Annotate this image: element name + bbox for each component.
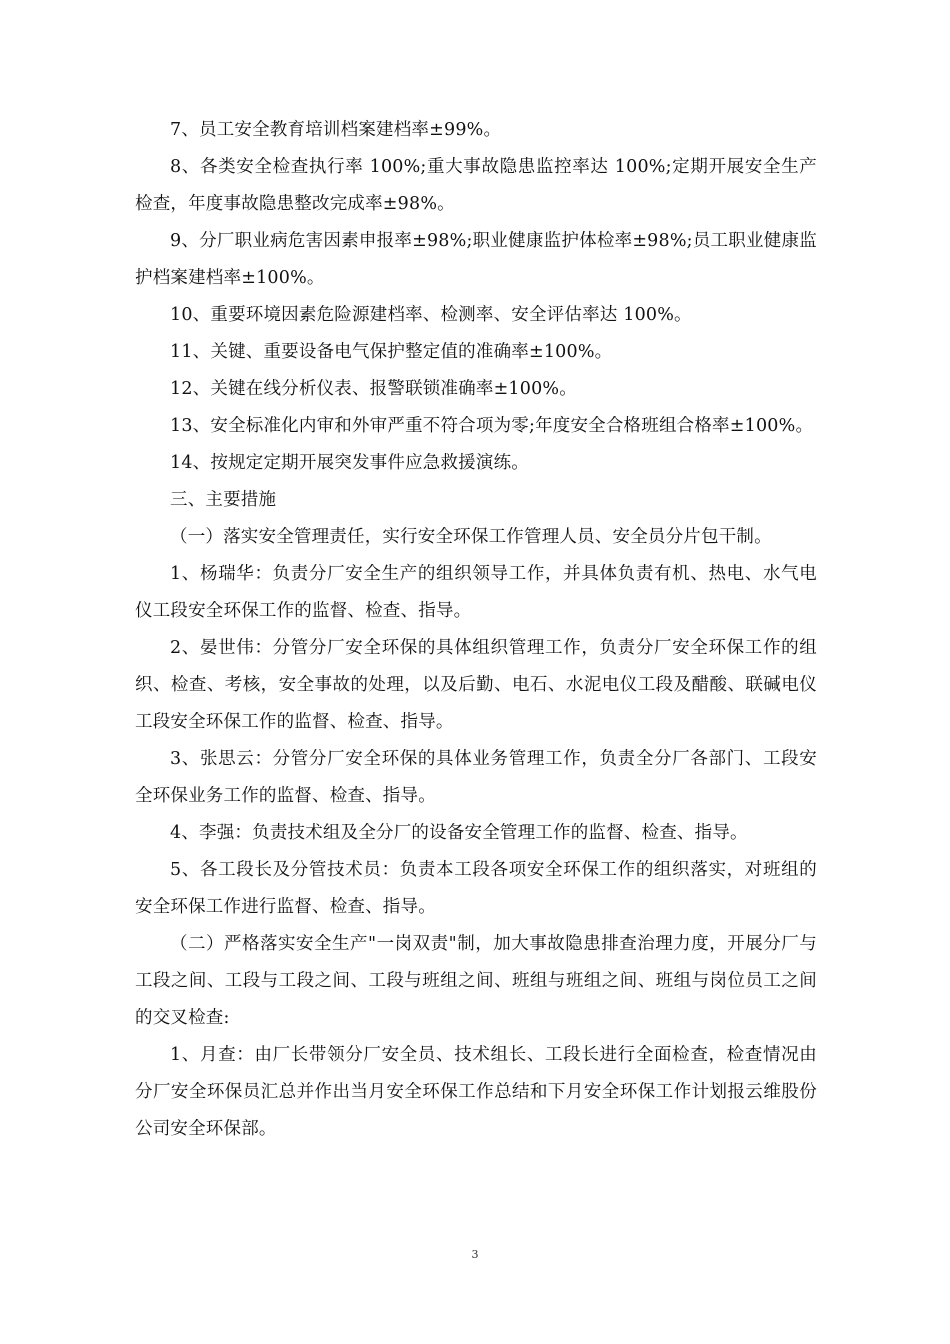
- responsibility-item-5: 5、各工段长及分管技术员：负责本工段各项安全环保工作的组织落实，对班组的安全环保工作进行监督、检查、指导。: [135, 860, 817, 917]
- paragraph-item-14: 14、按规定定期开展突发事件应急救援演练。: [170, 453, 529, 473]
- responsibility-item-4: 4、李强：负责技术组及全分厂的设备安全管理工作的监督、检查、指导。: [170, 823, 748, 843]
- responsibility-item-3: 3、张思云：分管分厂安全环保的具体业务管理工作，负责全分厂各部门、工段安全环保业务工作的监督、检查、指导。: [135, 749, 817, 806]
- section-heading-main-measures: 三、主要措施: [170, 490, 277, 510]
- inspection-item-1: 1、月查：由厂长带领分厂安全员、技术组长、工段长进行全面检查，检查情况由分厂安全环保员汇总并作出当月安全环保工作总结和下月安全环保工作计划报云维股份公司安全环保部。: [135, 1045, 817, 1139]
- paragraph-item-7: 7、员工安全教育培训档案建档率±99%。: [170, 120, 502, 140]
- subsection-heading-2: （二）严格落实安全生产"一岗双责"制，加大事故隐患排查治理力度，开展分厂与工段之间、工段与工段之间、工段与班组之间、班组与班组之间、班组与岗位员工之间的交叉检查:: [135, 934, 817, 1028]
- responsibility-item-2: 2、晏世伟：分管分厂安全环保的具体组织管理工作，负责分厂安全环保工作的组织、检查、考核，安全事故的处理，以及后勤、电石、水泥电仪工段及醋酸、联碱电仪工段安全环保工作的监督、检查、指导。: [135, 638, 817, 732]
- paragraph-item-11: 11、关键、重要设备电气保护整定值的准确率±100%。: [170, 342, 613, 362]
- paragraph-item-9: 9、分厂职业病危害因素申报率±98%;职业健康监护体检率±98%;员工职业健康监护档案建档率±100%。: [135, 231, 817, 288]
- document-body: [135, 112, 817, 1148]
- page-number: 3: [471, 1248, 479, 1261]
- paragraph-item-8: 8、各类安全检查执行率 100%;重大事故隐患监控率达 100%;定期开展安全生产检查，年度事故隐患整改完成率±98%。: [135, 157, 817, 214]
- subsection-heading-1: （一）落实安全管理责任，实行安全环保工作管理人员、安全员分片包干制。: [170, 527, 772, 547]
- responsibility-item-1: 1、杨瑞华：负责分厂安全生产的组织领导工作，并具体负责有机、热电、水气电仪工段安全环保工作的监督、检查、指导。: [135, 564, 817, 621]
- paragraph-item-13: 13、安全标准化内审和外审严重不符合项为零;年度安全合格班组合格率±100%。: [170, 416, 814, 436]
- paragraph-item-12: 12、关键在线分析仪表、报警联锁准确率±100%。: [170, 379, 577, 399]
- paragraph-item-10: 10、重要环境因素危险源建档率、检测率、安全评估率达 100%。: [170, 305, 692, 325]
